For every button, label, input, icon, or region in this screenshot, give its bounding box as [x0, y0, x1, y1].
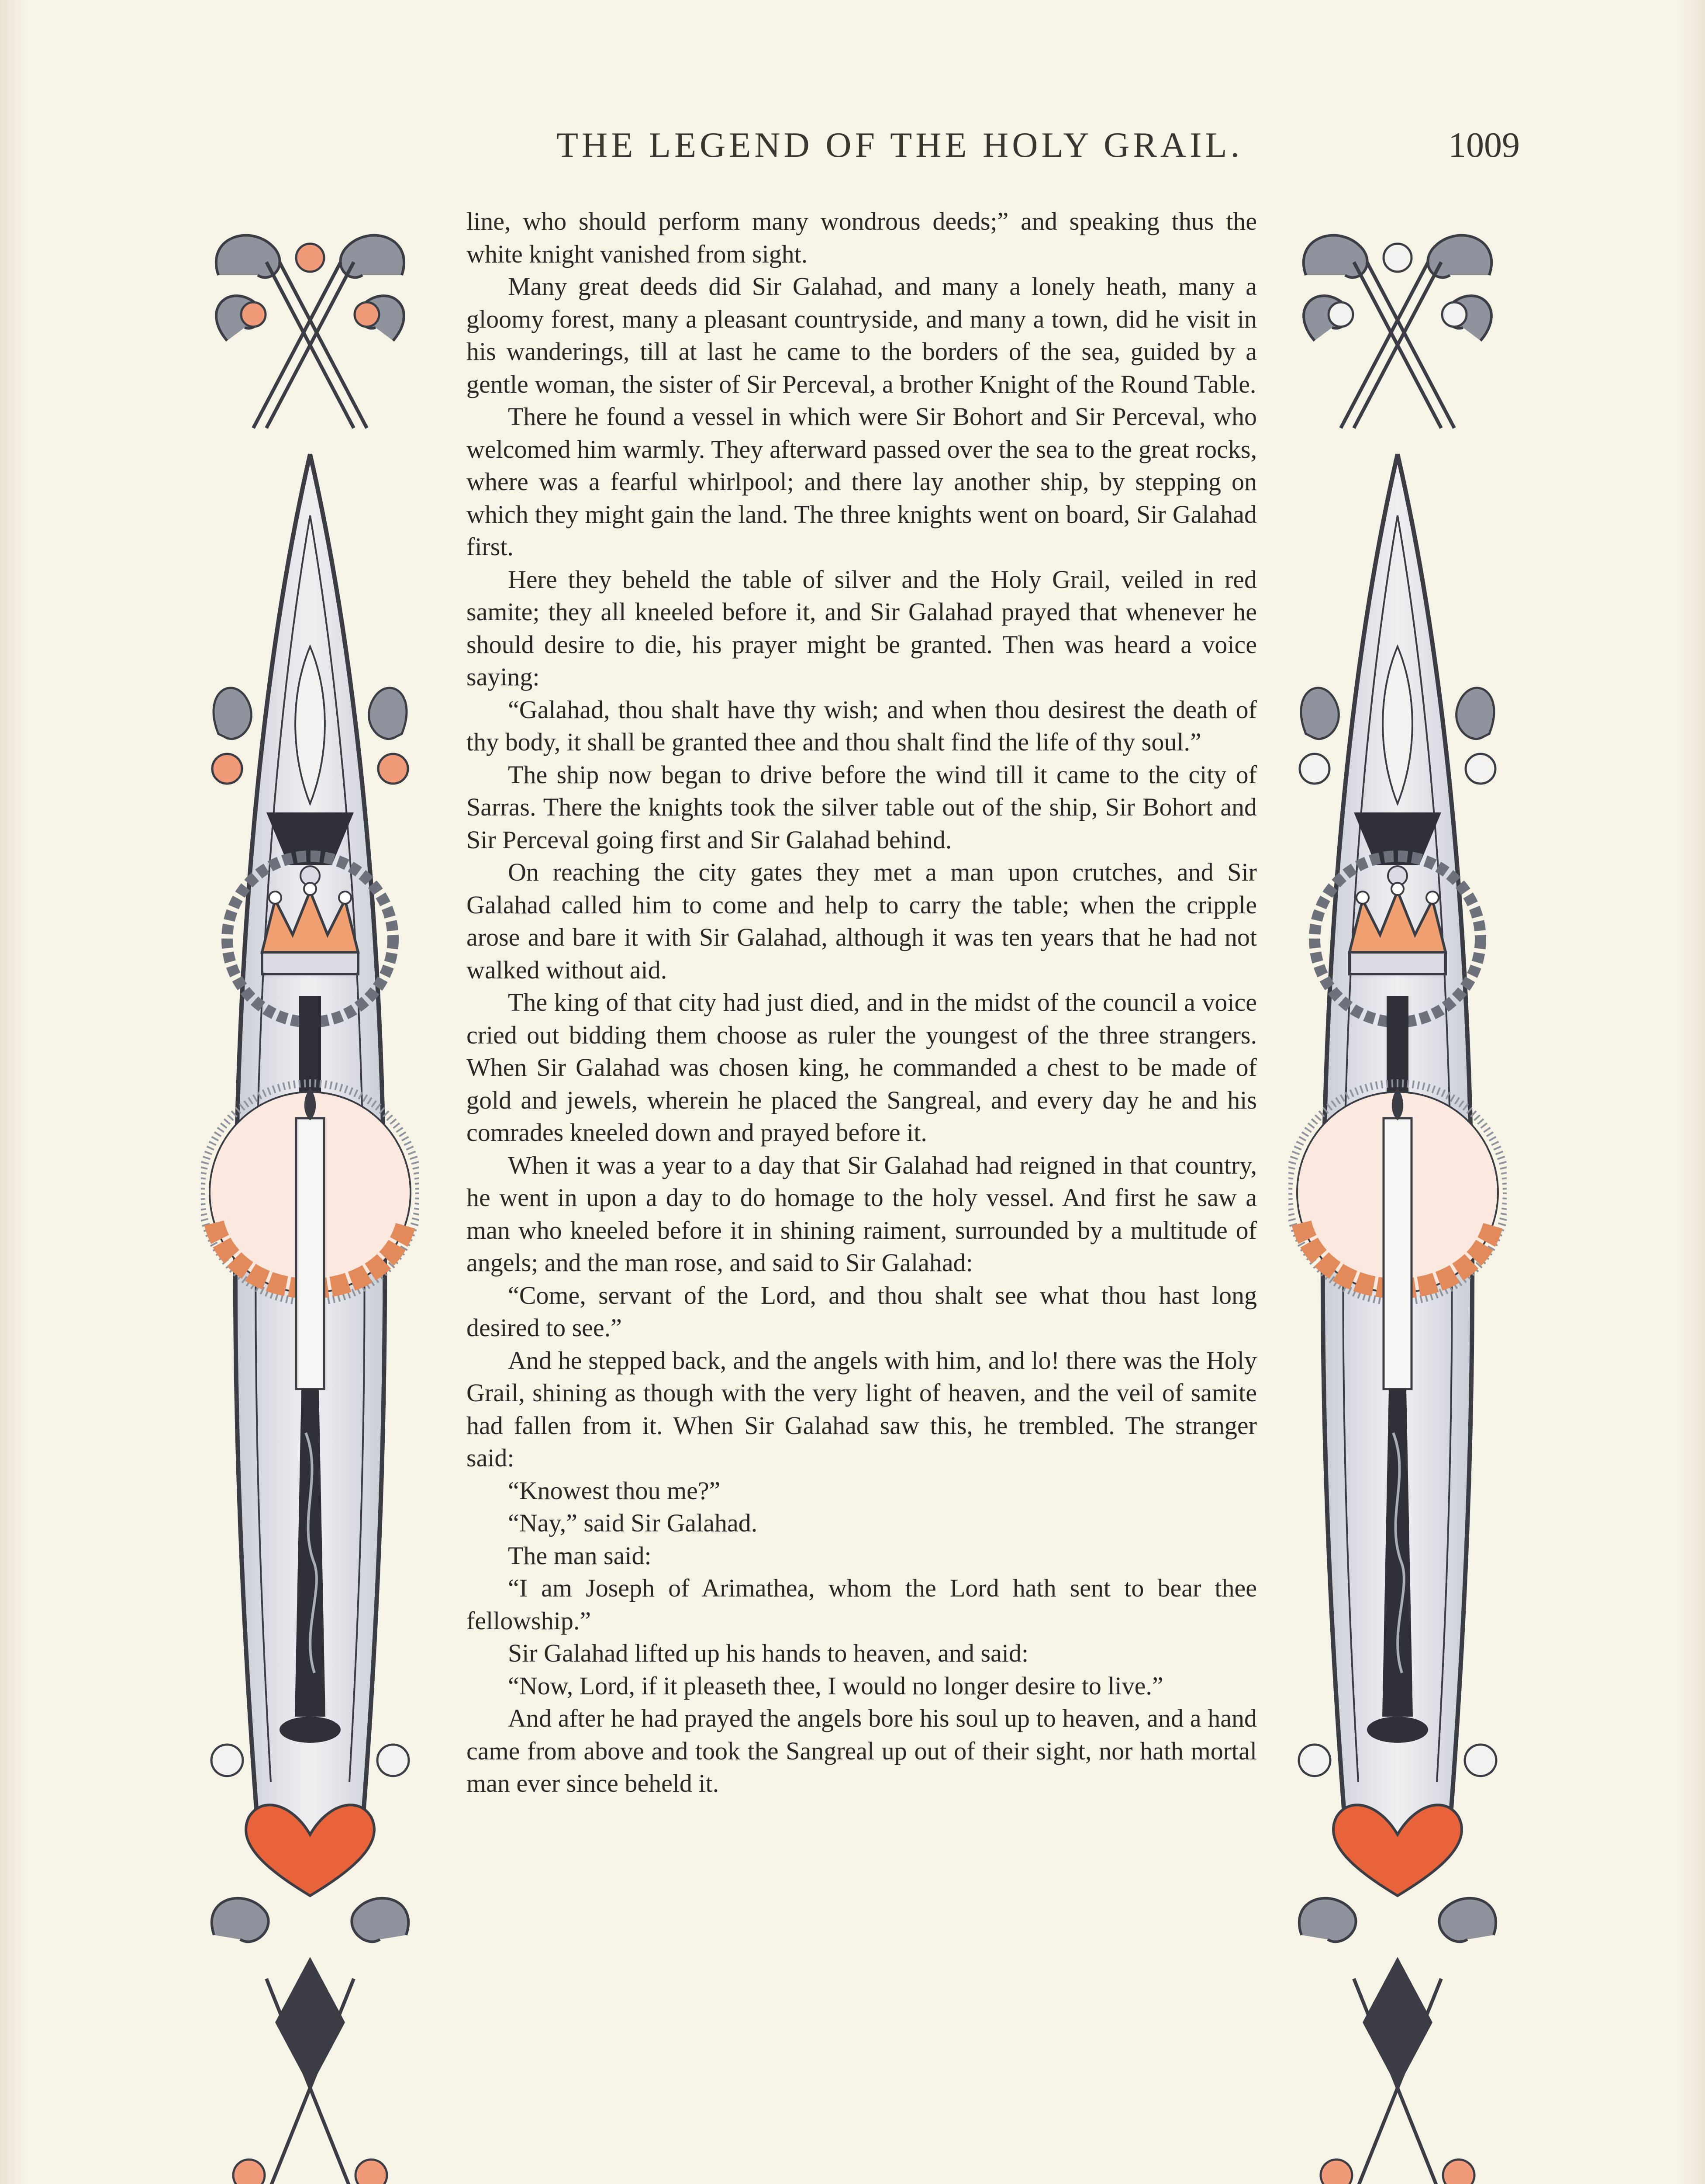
- paragraph: And after he had prayed the angels bore his soul up to heaven, and a hand came from above and took the Sangreal up out of their sight, nor hath mortal man ever since beheld it.: [466, 1704, 1257, 1797]
- paragraph: “I am Joseph of Arimathea, whom the Lord hath sent to bear thee fellowship.”: [466, 1574, 1257, 1635]
- paragraph: On reaching the city gates they met a man upon crutches, and Sir Galahad called him to come and help to carry the table; when the cripple arose and bare it with Sir Galahad, although it was ten years that he had not walked without aid.: [466, 858, 1257, 984]
- paragraph: And he stepped back, and the angels with him, and lo! there was the Holy Grail, shining as though with the very light of heaven, and the veil of samite had fallen from it. When Sir Galahad saw this, he trembled. The stranger said:: [466, 1346, 1257, 1472]
- paragraph: “Knowest thou me?”: [508, 1476, 721, 1505]
- paragraph: Here they beheld the table of silver and the Holy Grail, veiled in red samite; they all kneeled before it, and Sir Galahad prayed that whenever he should desire to die, his prayer might be granted. Then was heard a voice saying:: [466, 565, 1257, 691]
- paragraph: “Nay,” said Sir Galahad.: [508, 1509, 758, 1537]
- paragraph: “Come, servant of the Lord, and thou shalt see what thou hast long desired to see.”: [466, 1281, 1257, 1342]
- page-number: 1009: [1448, 125, 1520, 165]
- paragraph: “Now, Lord, if it pleaseth thee, I would no longer desire to live.”: [508, 1671, 1163, 1700]
- paragraph: Many great deeds did Sir Galahad, and many a lonely heath, many a gloomy forest, many a pleasant countryside, and many a town, did he visit in his wanderings, till at last he came to the borders of the sea, guided by a gentle woman, the sister of Sir Perceval, a brother Knight of the Round Table.: [466, 272, 1257, 398]
- paragraph: When it was a year to a day that Sir Galahad had reigned in that country, he went in upon a day to do homage to the holy vessel. And first he saw a man who kneeled before it in shining raiment, surrounded by a multitude of angels; and the man rose, and said to Sir Galahad:: [466, 1151, 1257, 1277]
- paragraph: The king of that city had just died, and in the midst of the council a voice cried out bidding them choose as ruler the youngest of the three strangers. When Sir Galahad was chosen king, he commanded a chest to be made of gold and jewels, wherein he placed the Sangreal, and every day he and his comrades kneeled down and prayed before it.: [466, 988, 1257, 1147]
- right-ornamental-border: [1288, 210, 1507, 2184]
- paragraph: The ship now began to drive before the wind till it came to the city of Sarras. There the knights took the silver table out of the ship, Sir Bohort and Sir Perceval going first and Sir Galahad behind.: [466, 760, 1257, 854]
- body-text-column: [466, 205, 1257, 1800]
- paragraph: There he found a vessel in which were Sir Bohort and Sir Perceval, who welcomed him warmly. They afterward passed over the sea to the great rocks, where was a fearful whirlpool; and there lay another ship, by stepping on which they might gain the land. The three knights went on board, Sir Galahad first.: [466, 402, 1257, 561]
- paragraph: line, who should perform many wondrous deeds;” and speaking thus the white knight vanished from sight.: [466, 207, 1257, 268]
- paragraph: “Galahad, thou shalt have thy wish; and when thou desirest the death of thy body, it shall be granted thee and thou shalt find the life of thy soul.”: [466, 695, 1257, 756]
- left-ornamental-border: [201, 210, 419, 2184]
- paragraph: The man said:: [508, 1541, 652, 1570]
- running-head: THE LEGEND OF THE HOLY GRAIL.: [556, 125, 1243, 165]
- paragraph: Sir Galahad lifted up his hands to heaven, and said:: [508, 1639, 1029, 1667]
- page-header: [463, 124, 1520, 173]
